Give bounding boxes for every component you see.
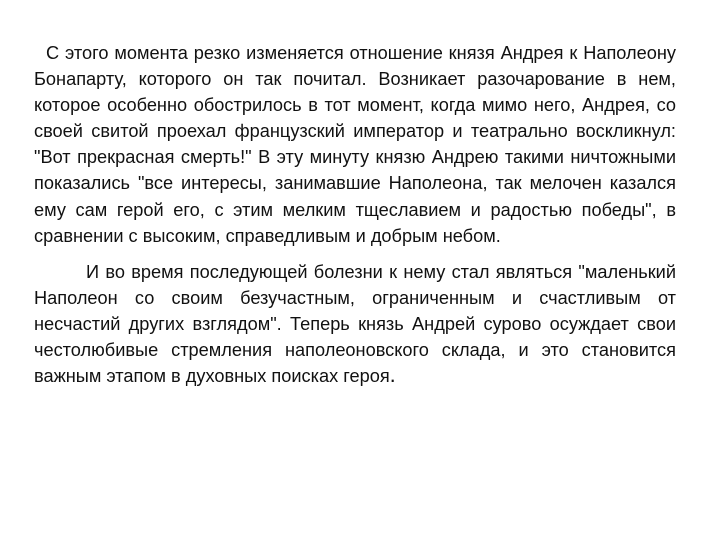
paragraph-1 — [34, 40, 676, 249]
paragraph-2-ending: . — [389, 362, 396, 388]
paragraph-1-text: С этого момента резко изменяется отношение князя Андрея к Наполеону Бонапарту, которого он так почитал. Возникает разочарование в нем, которое особенно обострилось в тот момент, когда мимо него, Андрея, со своей свитой проехал французский император и театрально воскликнул: "Вот прекрасная смерть!" В эту минуту князю Андрею такими ничтожными показались "все интересы, занимавшие Наполеона, так мелочен казался ему сам герой его, с этим мелким тщеславием и радостью победы", в сравнении с высоким, справедливым и добрым небом. — [34, 43, 676, 246]
paragraph-2 — [34, 259, 676, 389]
text-body — [34, 40, 676, 389]
paragraph-2-text: И во время последующей болезни к нему стал являться "маленький Наполеон со своим безучастным, ограниченным и счастливым от несчастий других взглядом". Теперь князь Андрей сурово осуждает свои честолюбивые стремления наполеоновского склада, и это становится важным этапом в духовных поисках героя — [34, 261, 676, 387]
